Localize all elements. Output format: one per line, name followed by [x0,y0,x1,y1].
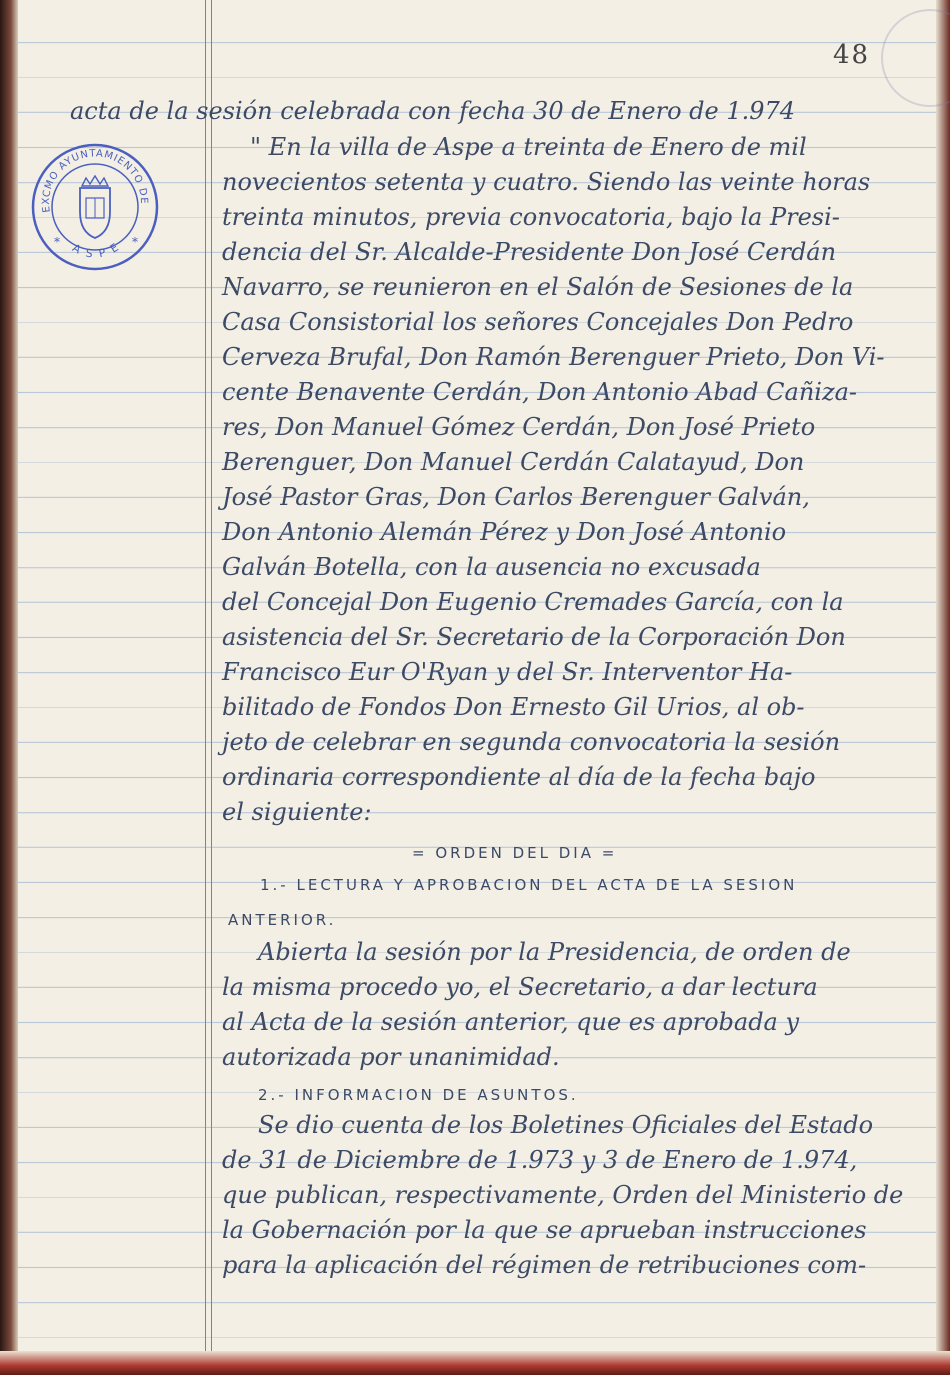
minutes-line: José Pastor Gras, Don Carlos Berenguer Galván, [222,483,810,511]
minutes-line: Se dio cuenta de los Boletines Oficiales del Estado [258,1111,874,1139]
minutes-line: ordinaria correspondiente al día de la fecha bajo [222,763,816,791]
minutes-line: la misma procedo yo, el Secretario, a dar lectura [222,973,818,1001]
page-number: 48 [833,40,871,70]
agenda-heading: = ORDEN DEL DIA = [412,844,618,862]
minutes-line: el siguiente: [222,798,372,826]
minutes-line: res, Don Manuel Gómez Cerdán, Don José Prieto [222,413,816,441]
minutes-line: del Concejal Don Eugenio Cremades García, con la [222,588,844,616]
star-icon: * [132,235,138,249]
stamp-text-top: EXCMO AYUNTAMIENTO DE [40,148,150,214]
minutes-line: de 31 de Diciembre de 1.973 y 3 de Enero de 1.974, [222,1146,858,1174]
minutes-line: Galván Botella, con la ausencia no excusada [222,553,761,581]
minutes-line: Navarro, se reunieron en el Salón de Sesiones de la [222,273,854,301]
minutes-line: autorizada por unanimidad. [222,1043,560,1071]
minutes-line: cente Benavente Cerdán, Don Antonio Abad Cañiza- [222,378,858,406]
minutes-line: novecientos setenta y cuatro. Siendo las veinte horas [222,168,871,196]
minutes-line: Cerveza Brufal, Don Ramón Berenguer Prieto, Don Vi- [222,343,885,371]
minutes-line: Abierta la sesión por la Presidencia, de orden de [258,938,851,966]
minutes-line: Francisco Eur O'Ryan y del Sr. Interventor Ha- [222,658,793,686]
minutes-line: la Gobernación por la que se aprueban instrucciones [222,1216,867,1244]
minutes-line: jeto de celebrar en segunda convocatoria la sesión [222,728,841,756]
minutes-line: Don Antonio Alemán Pérez y Don José Antonio [222,518,787,546]
star-icon: * [54,235,60,249]
minutes-heading-line: acta de la sesión celebrada con fecha 30 de Enero de 1.974 [70,97,796,125]
agenda-item-1-title: 1.- LECTURA Y APROBACION DEL ACTA DE LA SESION [260,876,798,894]
minutes-line: treinta minutos, previa convocatoria, bajo la Presi- [222,203,840,231]
minutes-line: " En la villa de Aspe a treinta de Enero de mil [250,133,807,161]
minutes-line: para la aplicación del régimen de retribuciones com- [222,1251,867,1279]
minutes-line: asistencia del Sr. Secretario de la Corporación Don [222,623,846,651]
minutes-line: bilitado de Fondos Don Ernesto Gil Urios, al ob- [222,693,805,721]
agenda-item-1-title-cont: ANTERIOR. [228,911,337,929]
minutes-line: que publican, respectivamente, Orden del Ministerio de [222,1181,904,1209]
minutes-line: al Acta de la sesión anterior, que es aprobada y [222,1008,800,1036]
minutes-line: Casa Consistorial los señores Concejales Don Pedro [222,308,854,336]
minutes-line: dencia del Sr. Alcalde-Presidente Don José Cerdán [222,238,837,266]
minutes-line: Berenguer, Don Manuel Cerdán Calatayud, Don [222,448,805,476]
stamp-text-bottom: A S P E [70,239,123,261]
agenda-item-2-title: 2.- INFORMACION DE ASUNTOS. [258,1086,579,1104]
